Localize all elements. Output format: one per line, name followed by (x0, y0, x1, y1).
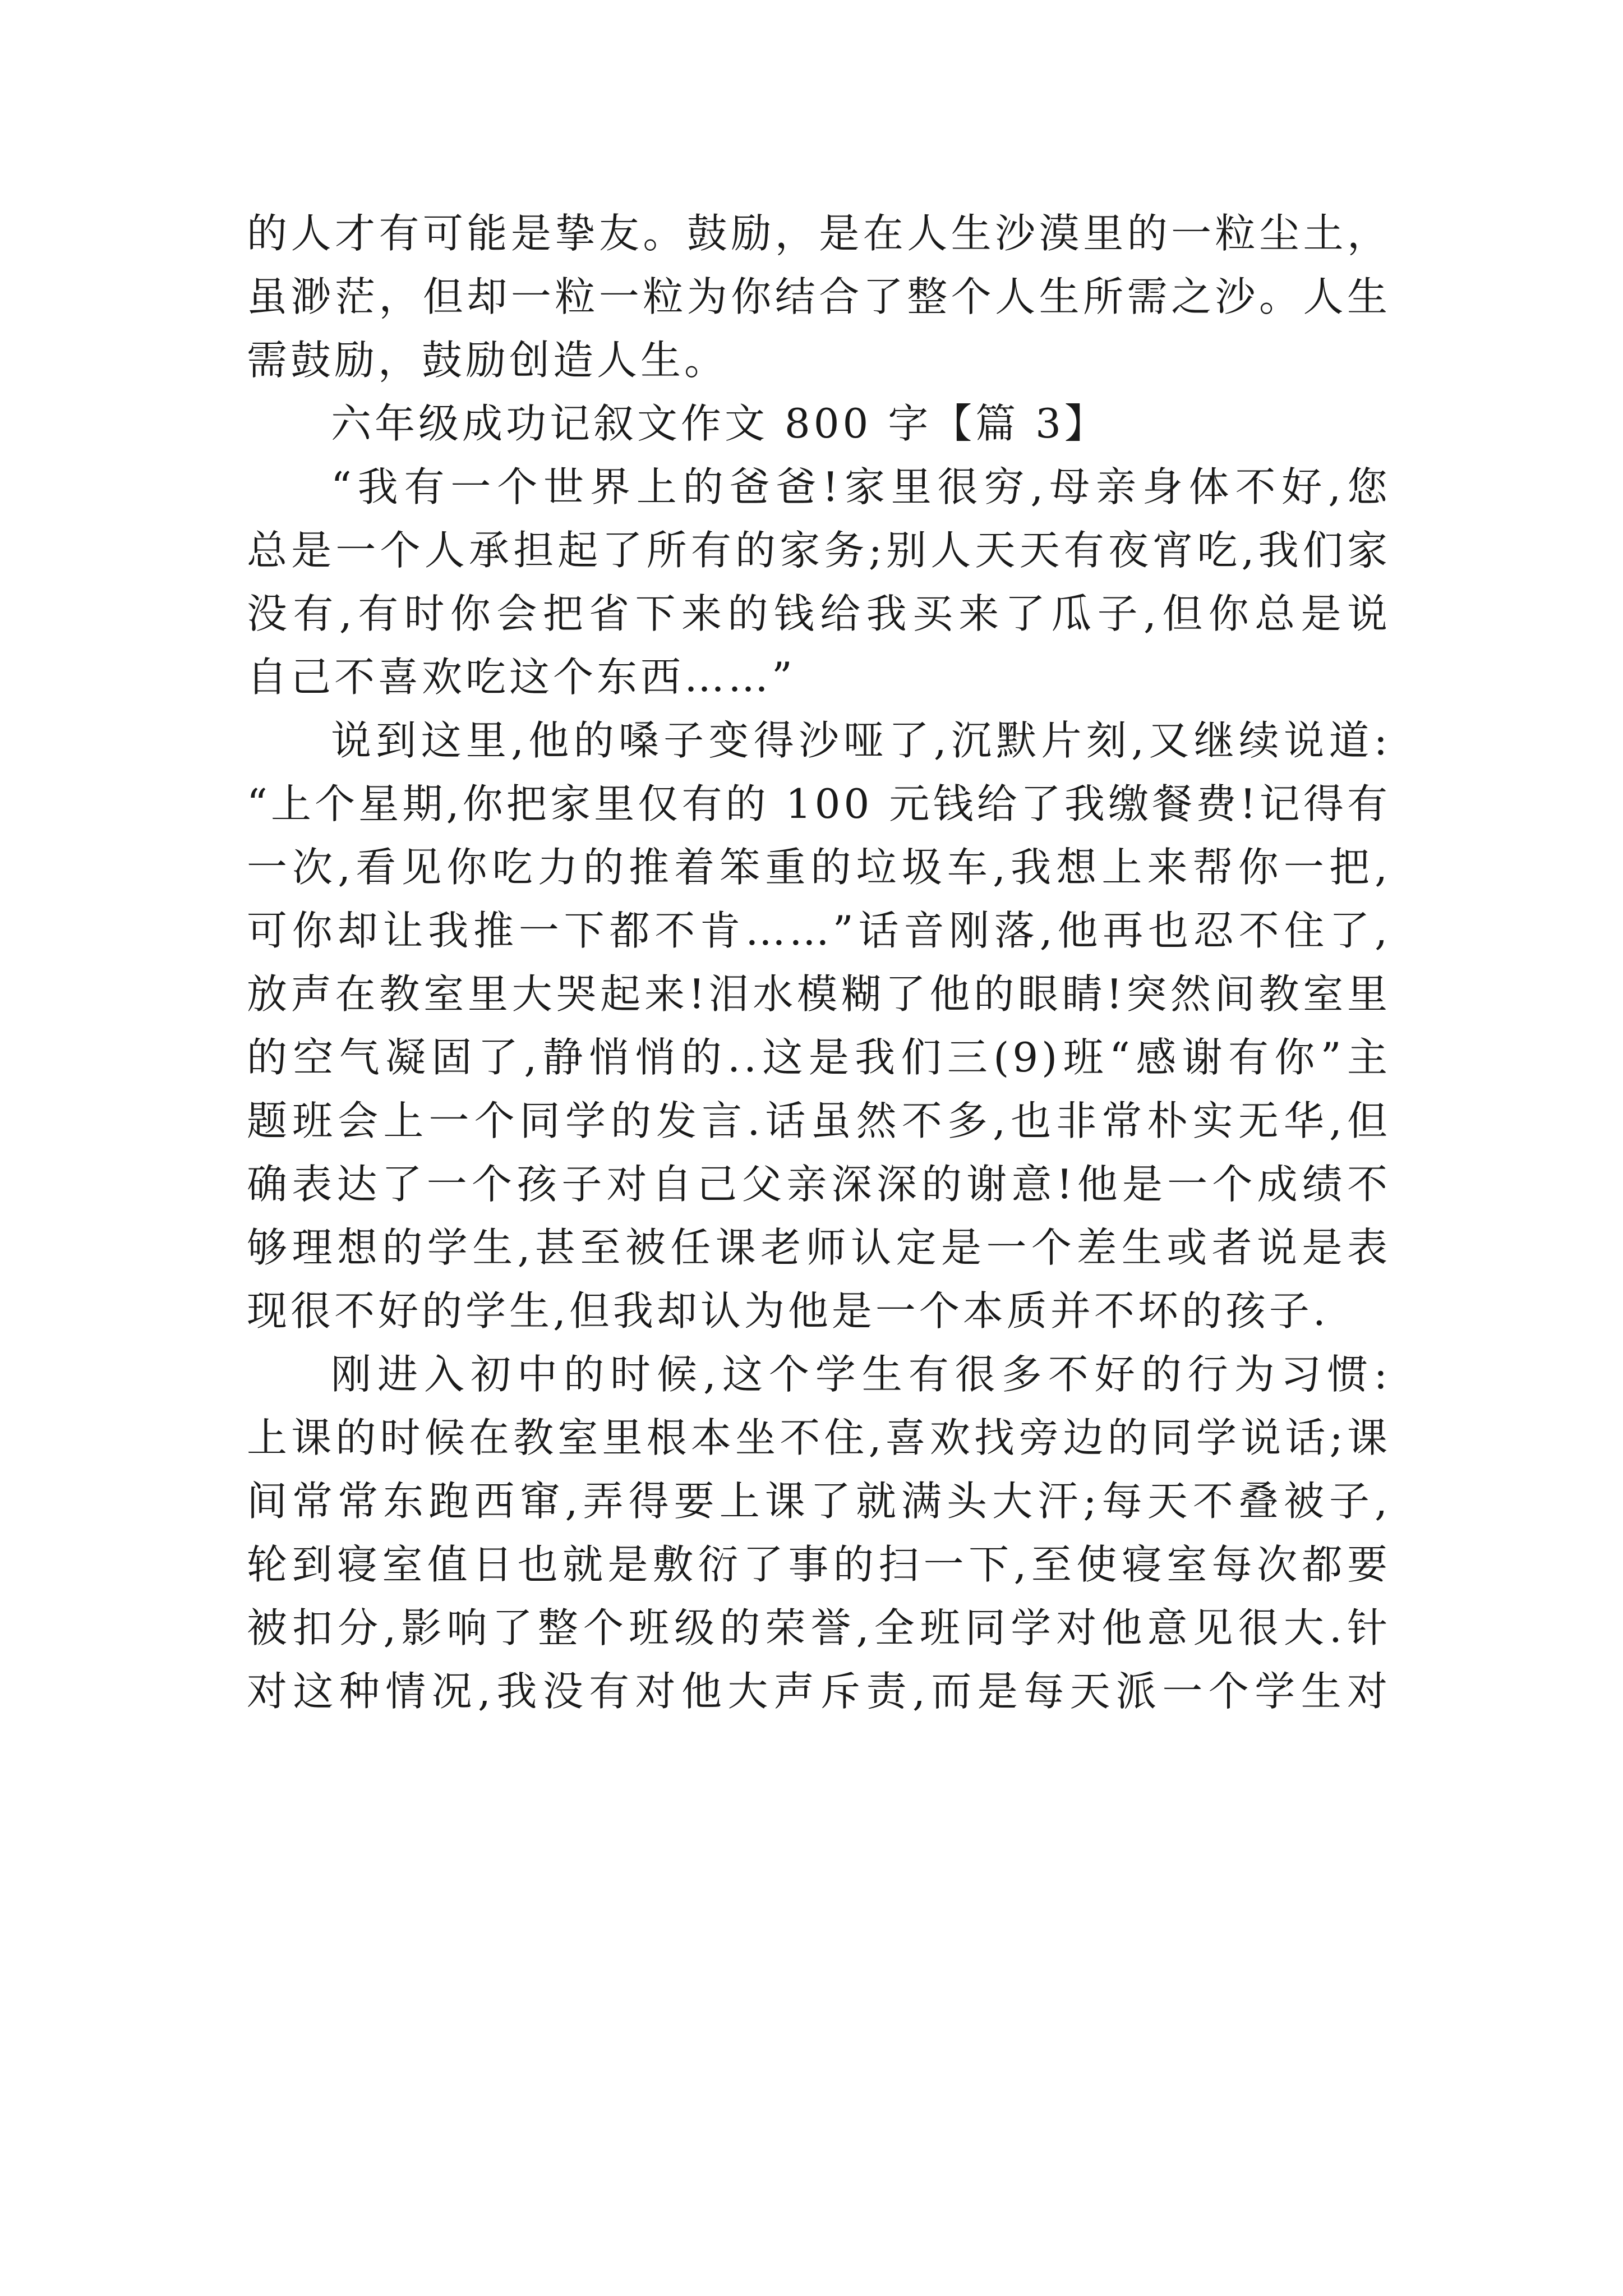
text-line: 够理想的学生,甚至被任课老师认定是一个差生或者说是表 (247, 1224, 1391, 1271)
document-body (247, 202, 1391, 1723)
text-line: “上个星期,你把家里仅有的 100 元钱给了我缴餐费!记得有 (247, 780, 1391, 827)
text-line: “我有一个世界上的爸爸!家里很穷,母亲身体不好,您 (331, 463, 1391, 510)
text-line: 刚进入初中的时候,这个学生有很多不好的行为习惯: (331, 1351, 1391, 1398)
text-line: 自己不喜欢吃这个东西……” (247, 654, 796, 701)
text-line: 上课的时候在教室里根本坐不住,喜欢找旁边的同学说话;课 (247, 1414, 1391, 1461)
text-line: 放声在教室里大哭起来!泪水模糊了他的眼睛!突然间教室里 (247, 970, 1391, 1018)
text-line: 题班会上一个同学的发言.话虽然不多,也非常朴实无华,但 (247, 1097, 1391, 1144)
text-line: 可你却让我推一下都不肯……”话音刚落,他再也忍不住了, (247, 907, 1391, 954)
text-line: 确表达了一个孩子对自己父亲深深的谢意!他是一个成绩不 (247, 1161, 1391, 1208)
text-line: 说到这里,他的嗓子变得沙哑了,沉默片刻,又继续说道: (331, 717, 1391, 764)
text-line: 没有,有时你会把省下来的钱给我买来了瓜子,但你总是说 (247, 590, 1391, 637)
text-line: 一次,看见你吃力的推着笨重的垃圾车,我想上来帮你一把, (247, 844, 1391, 891)
text-line: 对这种情况,我没有对他大声斥责,而是每天派一个学生对 (247, 1668, 1391, 1715)
text-line: 现很不好的学生,但我却认为他是一个本质并不坏的孩子. (247, 1287, 1329, 1335)
text-line: 被扣分,影响了整个班级的荣誉,全班同学对他意见很大.针 (247, 1604, 1391, 1651)
text-line: 轮到寝室值日也就是敷衍了事的扫一下,至使寝室每次都要 (247, 1541, 1391, 1588)
text-line: 间常常东跑西窜,弄得要上课了就满头大汗;每天不叠被子, (247, 1478, 1391, 1525)
text-line: 需鼓励，鼓励创造人生。 (247, 337, 728, 384)
section-heading: 六年级成功记叙文作文 800 字【篇 3】 (331, 400, 1108, 447)
text-line: 虽渺茫，但却一粒一粒为你结合了整个人生所需之沙。人生 (247, 273, 1391, 320)
text-line: 总是一个人承担起了所有的家务;别人天天有夜宵吃,我们家 (247, 527, 1391, 574)
text-line: 的人才有可能是挚友。鼓励，是在人生沙漠里的一粒尘土， (247, 210, 1391, 257)
text-line: 的空气凝固了,静悄悄的..这是我们三(9)班“感谢有你”主 (247, 1034, 1391, 1081)
